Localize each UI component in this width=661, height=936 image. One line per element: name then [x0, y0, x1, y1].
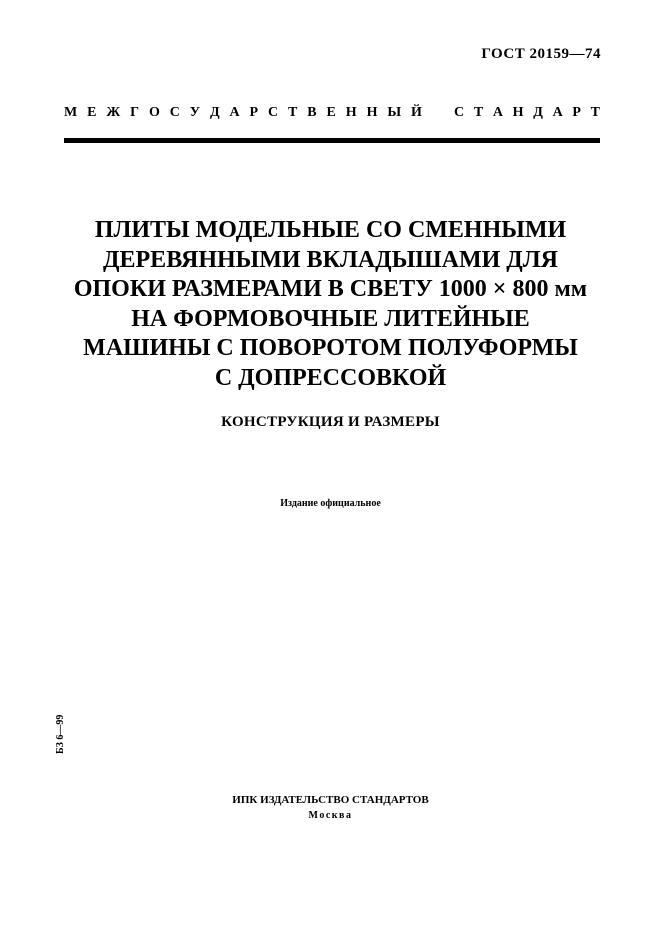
title-line-3: ОПОКИ РАЗМЕРАМИ В СВЕТУ 1000 × 800 мм	[73, 276, 588, 302]
category-word-standard	[454, 105, 600, 121]
side-code-text: БЗ 6—99	[55, 714, 66, 754]
publisher-name: ИПК ИЗДАТЕЛЬСТВО СТАНДАРТОВ	[232, 794, 429, 806]
letter: Т	[288, 105, 298, 120]
letter: Й	[411, 105, 422, 120]
letter: Р	[249, 105, 259, 120]
letter: М	[64, 105, 78, 120]
title-line-6: С ДОПРЕССОВКОЙ	[214, 364, 447, 391]
letter: Е	[326, 105, 336, 120]
letter: Т	[590, 105, 600, 120]
title-line-5: МАШИНЫ С ПОВОРОТОМ ПОЛУФОРМЫ	[83, 335, 578, 361]
letter: Т	[473, 105, 484, 120]
letter: Р	[572, 105, 581, 120]
header-rule	[64, 138, 600, 143]
standard-category	[64, 105, 600, 121]
side-code	[55, 710, 95, 754]
letter: Н	[345, 105, 357, 120]
document-title	[40, 216, 621, 393]
document-subtitle: КОНСТРУКЦИЯ И РАЗМЕРЫ	[221, 414, 440, 430]
letter: Н	[512, 105, 524, 120]
letter: О	[148, 105, 160, 120]
letter: Н	[366, 105, 378, 120]
letter: В	[307, 105, 317, 120]
letter: С	[454, 105, 465, 120]
letter: У	[189, 105, 201, 120]
title-line-2: ДЕРЕВЯННЫМИ ВКЛАДЫШАМИ ДЛЯ	[103, 246, 558, 273]
letter: С	[169, 105, 180, 120]
letter: Ж	[106, 105, 121, 120]
letter: А	[552, 105, 563, 120]
publisher-city: Москва	[308, 810, 353, 821]
letter: Д	[533, 105, 543, 120]
letter: Ы	[387, 105, 402, 120]
edition-note: Издание официальное	[280, 498, 381, 509]
letter: А	[229, 105, 240, 120]
standard-number: ГОСТ 20159—74	[481, 46, 601, 62]
letter: Д	[209, 105, 220, 120]
letter: Г	[130, 105, 140, 120]
letter: Е	[87, 105, 97, 120]
title-line-4: НА ФОРМОВОЧНЫЕ ЛИТЕЙНЫЕ	[131, 305, 530, 332]
letter: А	[492, 105, 503, 120]
title-line-1: ПЛИТЫ МОДЕЛЬНЫЕ СО СМЕННЫМИ	[94, 217, 567, 243]
category-word-interstate	[64, 105, 422, 121]
letter: С	[268, 105, 279, 120]
